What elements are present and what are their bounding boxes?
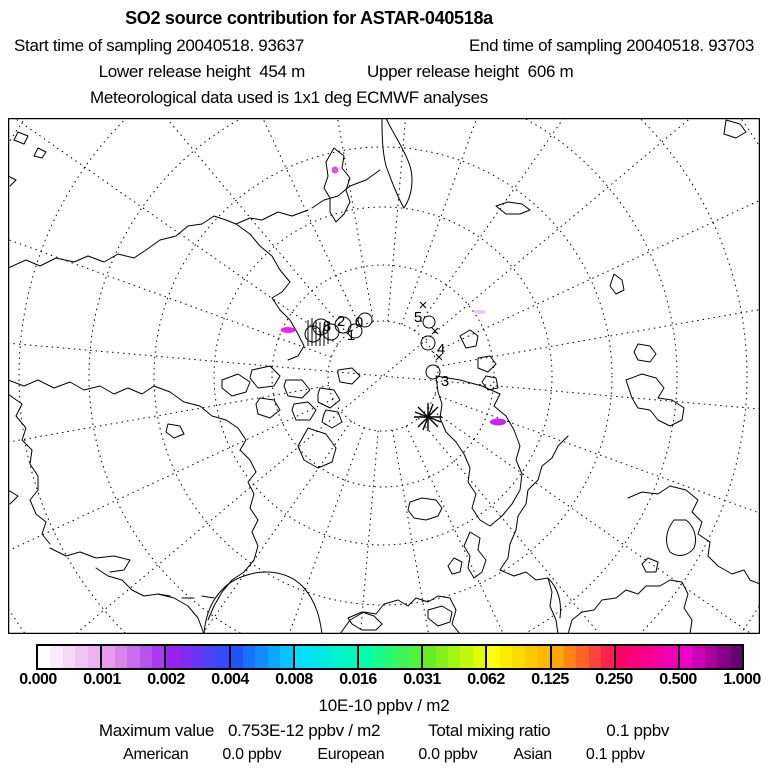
colorbar-step [409,646,421,668]
region-stat [123,746,281,764]
colorbar-step [692,646,704,668]
colorbar-step [231,646,243,668]
sampling-location-star [414,403,442,431]
colorbar-tick-label: 0.008 [275,671,313,688]
trajectory-day-label: 5 [413,309,423,326]
colorbar-tick-label: 0.031 [403,671,441,688]
colorbar-step [166,646,178,668]
maximum-value-label: Maximum value [98,721,215,740]
colorbar-step [552,646,564,668]
colorbar-step [320,646,332,668]
colorbar-tick-label: 0.000 [19,671,57,688]
colorbar-tick-label: 0.004 [211,671,249,688]
colorbar-step [332,646,344,668]
colorbar-step [127,646,139,668]
map-border [9,119,760,634]
stats-row-regions [0,746,768,764]
colorbar-step [680,646,692,668]
colorbar-step [191,646,203,668]
colorbar-segment [614,646,678,668]
colorbar-step [396,646,408,668]
region-name: European [317,746,385,763]
region-stat [317,746,477,764]
colorbar-segment [164,646,228,668]
colorbar-step [500,646,512,668]
region-value: 0.1 ppbv [585,746,645,763]
trajectory-day-label: 3 [440,373,450,390]
colorbar-segment [485,646,549,668]
colorbar-step [359,646,371,668]
colorbar-step [255,646,267,668]
colorbar-step [473,646,485,668]
colorbar-step [152,646,164,668]
colorbar-step [307,646,319,668]
region-value: 0.0 ppbv [222,746,282,763]
colorbar-step [576,646,588,668]
colorbar-step [537,646,549,668]
colorbar-step [102,646,114,668]
colorbar [36,644,744,670]
polar-map-svg [8,118,760,634]
colorbar-step [204,646,216,668]
source-contribution-mark [474,310,486,314]
trajectory-day-label: 0 [354,314,364,331]
colorbar-segment [421,646,485,668]
coastlines [8,118,760,634]
total-mixing-ratio-value: 0.1 ppbv [606,721,670,740]
colorbar-step [717,646,729,668]
colorbar-step [653,646,665,668]
colorbar-segment [550,646,614,668]
colorbar-step [115,646,127,668]
colorbar-segment [678,646,742,668]
colorbar-segment [100,646,164,668]
colorbar-step [38,646,50,668]
colorbar-tick-label: 0.250 [595,671,633,688]
colorbar-segment [357,646,421,668]
stats-row-maximum [0,721,768,741]
colorbar-tick-label: 0.125 [531,671,569,688]
colorbar-segment [293,646,357,668]
source-contribution-mark [332,167,339,174]
colorbar-tick-label: 0.002 [147,671,185,688]
colorbar-step [280,646,292,668]
upper-release-text: Upper release height 606 m [367,62,574,81]
colorbar-step [423,646,435,668]
colorbar-tick-label: 0.001 [83,671,121,688]
colorbar-step [371,646,383,668]
colorbar-step [436,646,448,668]
colorbar-tick-label: 0.500 [659,671,697,688]
source-contribution-marks [281,167,507,426]
colorbar-step [179,646,191,668]
end-time-text: End time of sampling 20040518. 93703 [468,36,754,55]
colorbar-step [460,646,472,668]
colorbar-step [448,646,460,668]
release-heights-line [0,62,768,82]
colorbar-step [616,646,628,668]
colorbar-step [589,646,601,668]
sampling-times-line [0,36,768,56]
met-data-line: Meteorological data used is 1x1 deg ECMWF analyses [90,88,488,107]
trajectory-day-label: 2 [336,313,346,330]
trajectory-marker-ring [426,365,440,379]
colorbar-step [63,646,75,668]
maximum-value: 0.753E-12 ppbv / m2 [228,721,381,740]
source-contribution-mark [490,419,506,426]
trajectory-markers [305,309,449,431]
colorbar-step [525,646,537,668]
colorbar-tick-labels [0,671,768,691]
colorbar-step [601,646,613,668]
colorbar-step [88,646,100,668]
region-value: 0.0 ppbv [418,746,478,763]
start-time-text: Start time of sampling 20040518. 93637 [14,36,305,55]
colorbar-segment [229,646,293,668]
trajectory-day-label: 8 [322,318,332,335]
region-name: Asian [513,746,552,763]
colorbar-tick-label: 1.000 [723,671,761,688]
region-stat [513,746,645,764]
colorbar-step [345,646,357,668]
colorbar-step [50,646,62,668]
colorbar-step [665,646,677,668]
colorbar-step [243,646,255,668]
trajectory-marker-ring [423,316,435,328]
colorbar-step [75,646,87,668]
colorbar-step [487,646,499,668]
lower-release-text: Lower release height 454 m [98,62,305,81]
colorbar-step [730,646,742,668]
colorbar-tick-label: 0.062 [467,671,505,688]
region-name: American [123,746,189,763]
colorbar-step [268,646,280,668]
figure-title: SO2 source contribution for ASTAR-040518a [125,8,493,28]
colorbar-step [384,646,396,668]
source-contribution-mark [281,327,296,333]
colorbar-step [512,646,524,668]
colorbar-step [216,646,228,668]
colorbar-step [628,646,640,668]
colorbar-units-label: 10E-10 ppbv / m2 [318,696,450,715]
colorbar-step [140,646,152,668]
arctic-map [8,118,760,634]
trajectory-day-label: 1 [346,327,356,344]
colorbar-step [641,646,653,668]
colorbar-step [295,646,307,668]
total-mixing-ratio-label: Total mixing ratio [428,721,551,740]
colorbar-step [564,646,576,668]
colorbar-segment [38,646,100,668]
colorbar-tick-label: 0.016 [339,671,377,688]
colorbar-step [705,646,717,668]
trajectory-day-label: 4 [436,341,446,358]
